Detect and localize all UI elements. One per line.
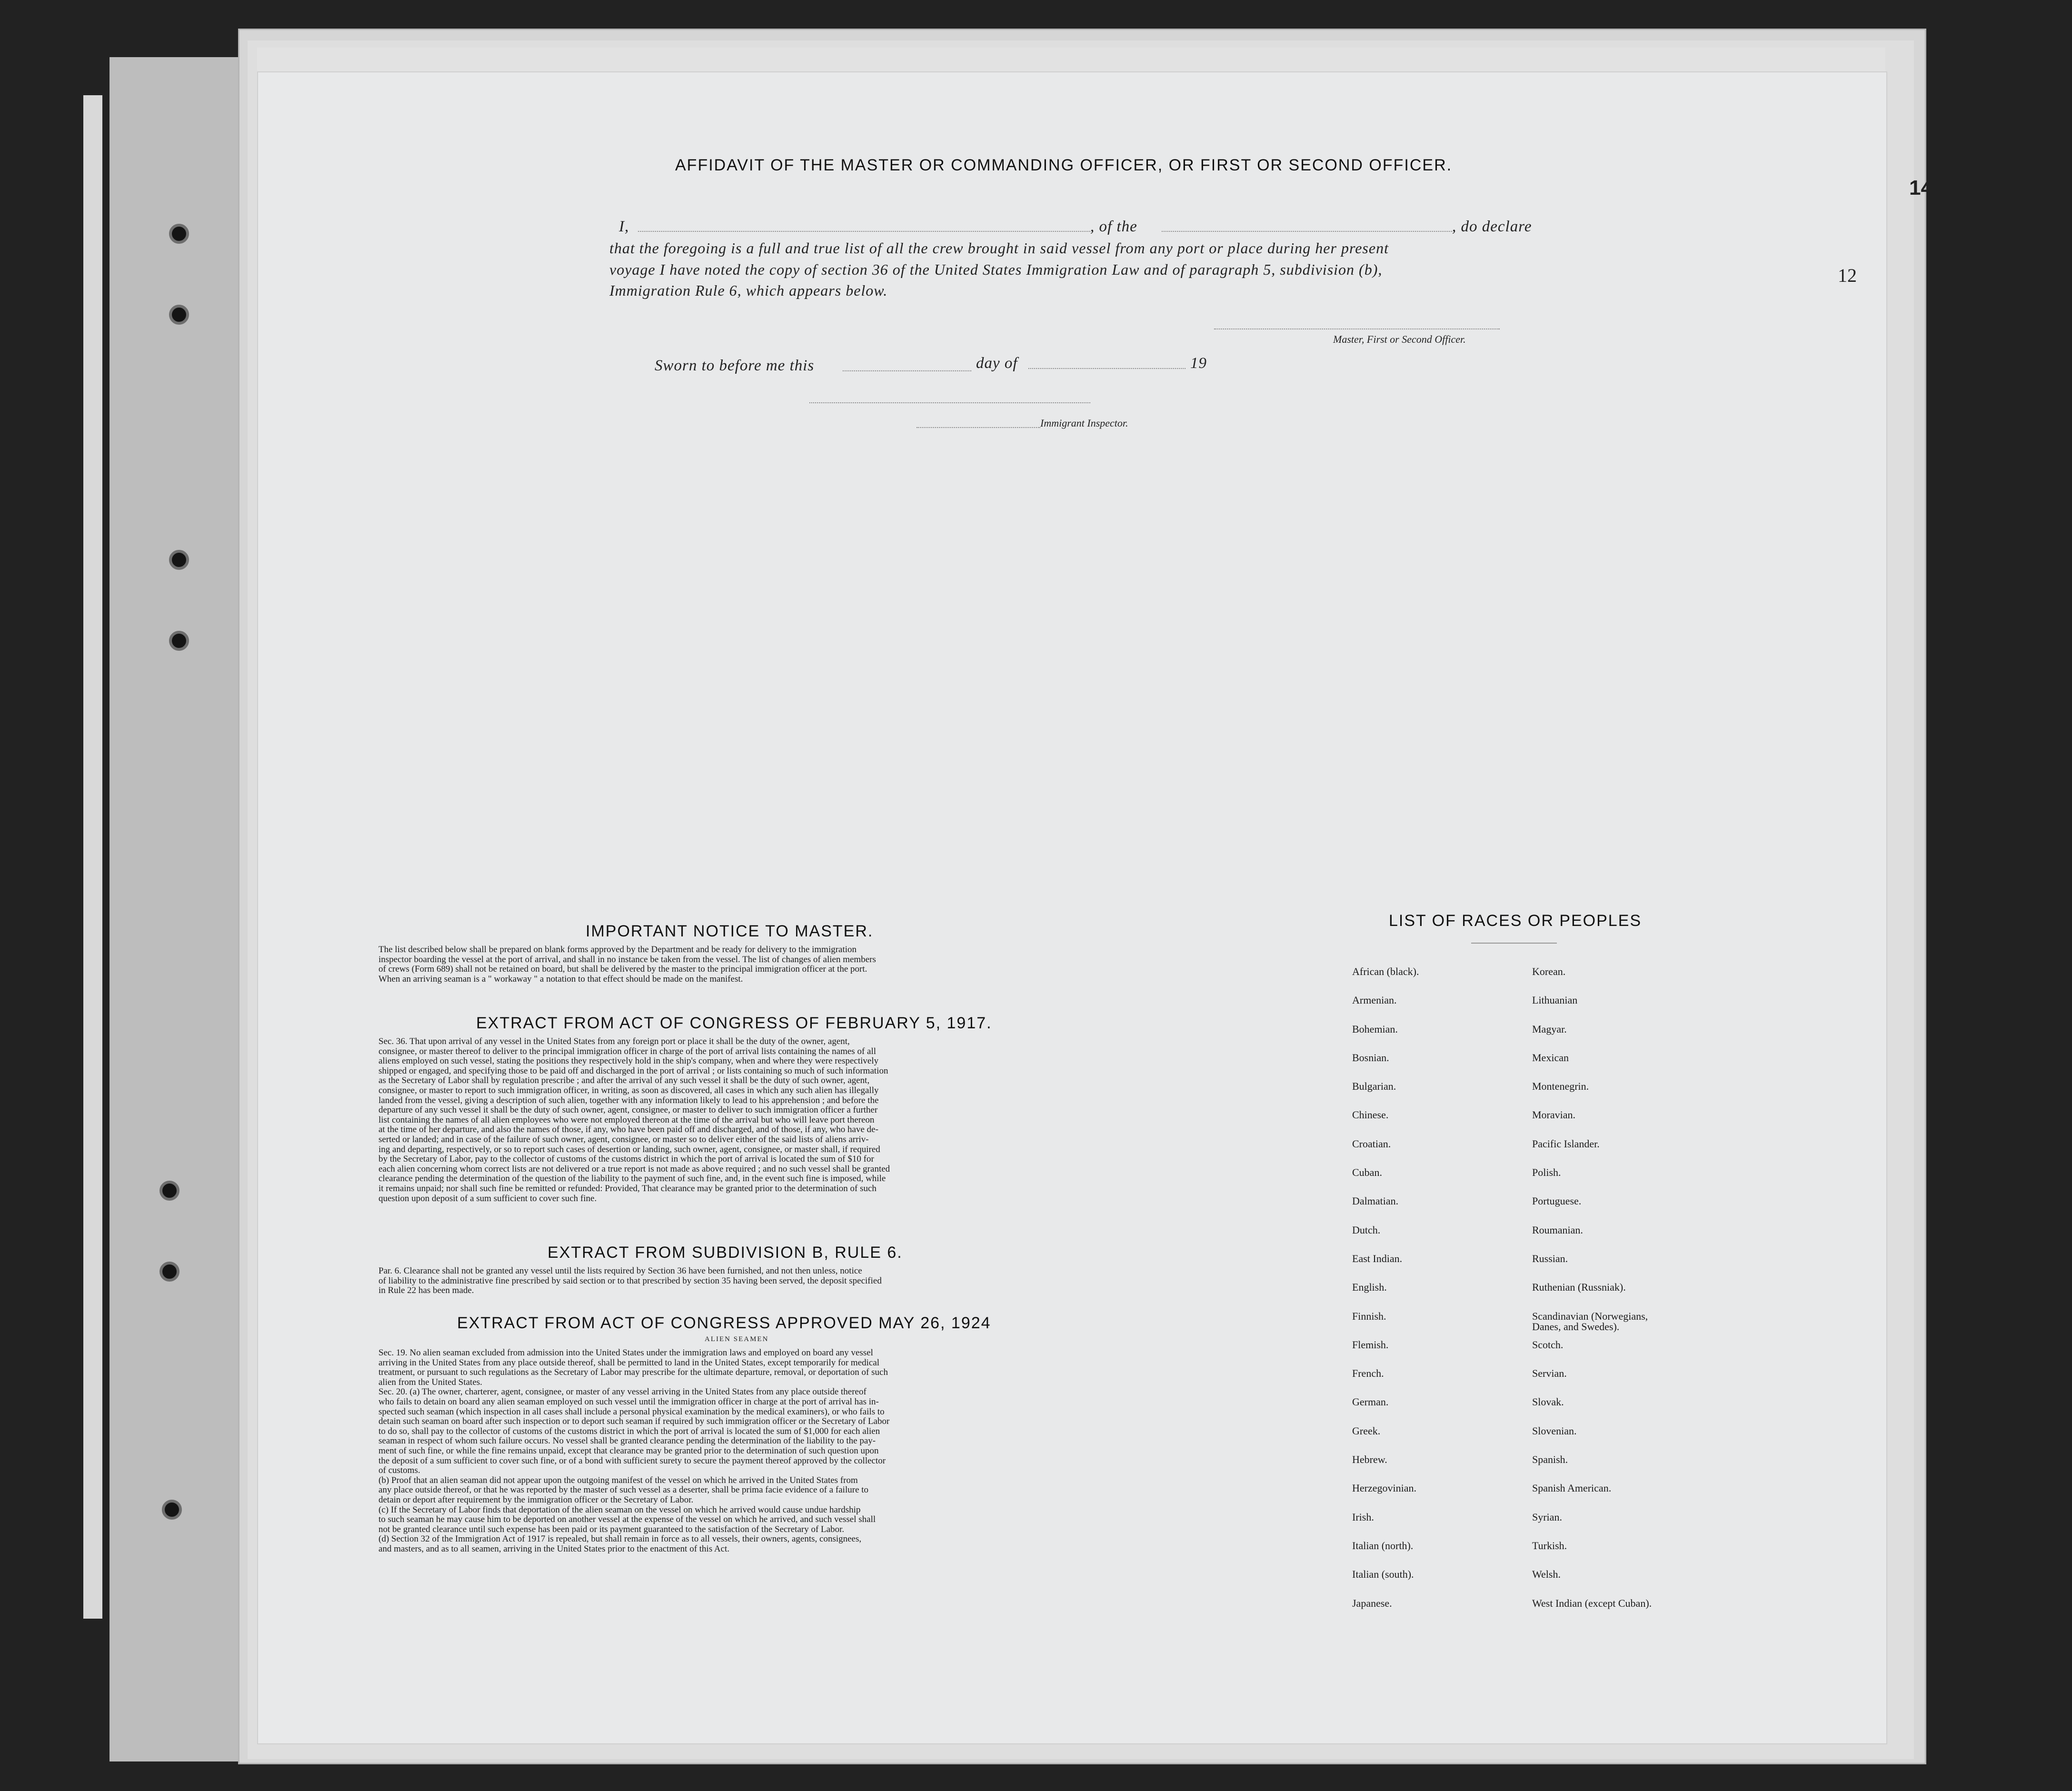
name-line — [638, 231, 1090, 232]
affidavit-of-the: , of the — [1090, 218, 1137, 235]
affidavit-line4: Immigration Rule 6, which appears below. — [609, 282, 888, 299]
race-item: Scandinavian (Norwegians, Danes, and Swedes). — [1532, 1310, 1648, 1333]
act1924-subtitle: ALIEN SEAMEN — [705, 1335, 769, 1343]
race-item: Ruthenian (Russniak). — [1532, 1281, 1626, 1294]
vessel-line — [1162, 231, 1452, 232]
act1917-text: Sec. 36. That upon arrival of any vessel in the United States from any foreign port or place it shall be the duty of the owner, agent, consignee, or master thereof to deliver to the principal immigration officer in charge of the port of arrival lists containing the names of all aliens employed on such vessel, stating the positions they respectively hold in the ship's company, when and where they were respectively shipped or engaged, and specifying those to be paid off and discharged in the port of arrival ; or lists containing so much of such information as the Secretary of Labor shall by regulation prescribe ; and after the arrival of any such vessel it shall be the duty of such owner, agent, consignee, or master to report to such immigration officer, in writing, as soon as discovered, all cases in which any such alien has illegally landed from the vessel, giving a description of such alien, together with any information likely to lead to his apprehension ; and before the departure of any such vessel it shall be the duty of such owner, agent, consignee, or master to deliver to such immigration officer a further list containing the names of all alien employees who were not employed thereon at the time of the arrival but who will leave port thereon at the time of her departure, and also the names of those, if any, who have been paid off and discharged, and of those, if any, who have de- serted or landed; and in case of the failure of such owner, agent, consignee, or master so to deliver either of the said lists of aliens arriv- ing and departing, respectively, or so to report such cases of desertion or landing, such owner, agent, consignee, or master shall, if required by the Secretary of Labor, pay to the collector of customs of the customs district in which the port of arrival is located the sum of $10 for each alien concerning whom correct lists are not delivered or a true report is not made as above required ; and no such vessel shall be granted clearance pending the determination of the question of the liability to the payment of such fine, and, in the event such fine is imposed, while it remains unpaid; nor shall such fine be remitted or refunded: Provided, That clearance may be granted prior to the determination of such question upon deposit of a sum sufficient to cover such fine. — [379, 1036, 890, 1204]
sworn-label: Sworn to before me this — [655, 357, 815, 374]
races-left-column — [1352, 966, 1504, 1627]
year-label: 19 — [1190, 355, 1207, 372]
inspector-label: Immigrant Inspector. — [1040, 417, 1128, 429]
binder-hole — [159, 1181, 179, 1201]
race-item: Italian (north). — [1352, 1539, 1414, 1552]
race-item: Turkish. — [1532, 1539, 1567, 1552]
race-item: Moravian. — [1532, 1109, 1576, 1121]
race-item: Korean. — [1532, 965, 1566, 977]
race-item: African (black). — [1352, 965, 1419, 977]
affidavit-i: I, — [619, 218, 629, 235]
race-item: Slovak. — [1532, 1396, 1564, 1408]
race-item: Montenegrin. — [1532, 1080, 1589, 1093]
affidavit-title: AFFIDAVIT OF THE MASTER OR COMMANDING OFFICER, OR FIRST OR SECOND OFFICER. — [675, 156, 1453, 174]
act1924-title: EXTRACT FROM ACT OF CONGRESS APPROVED MAY 26, 1924 — [457, 1314, 991, 1332]
race-item: Pacific Islander. — [1532, 1137, 1600, 1150]
race-item: Magyar. — [1532, 1023, 1567, 1035]
race-item: Greek. — [1352, 1424, 1381, 1437]
binder-hole — [162, 1500, 182, 1520]
act1917-title: EXTRACT FROM ACT OF CONGRESS OF FEBRUARY 5, 1917. — [476, 1014, 992, 1032]
race-item: German. — [1352, 1396, 1389, 1408]
races-right-column — [1532, 966, 1751, 1627]
race-item: West Indian (except Cuban). — [1532, 1597, 1652, 1609]
race-item: English. — [1352, 1281, 1387, 1294]
race-item: Dalmatian. — [1352, 1195, 1399, 1207]
race-item: Mexican — [1532, 1051, 1569, 1064]
affidavit-line3: voyage I have noted the copy of section 36 of the United States Immigration Law and of paragraph 5, subdivision (b), — [609, 261, 1383, 278]
rule6-text: Par. 6. Clearance shall not be granted any vessel until the lists required by Section 36 have been furnished, and not then unless, notice of liability to the administrative fine prescribed by said section or to that prescribed by section 35 having been served, the deposit specified in Rule 22 has been made. — [379, 1266, 882, 1296]
race-item: Finnish. — [1352, 1310, 1386, 1322]
race-item: Dutch. — [1352, 1224, 1381, 1236]
race-item: Cuban. — [1352, 1166, 1382, 1179]
race-item: Hebrew. — [1352, 1453, 1387, 1466]
day-of-label: day of — [976, 355, 1018, 372]
race-item: Polish. — [1532, 1166, 1561, 1179]
race-item: Russian. — [1532, 1252, 1568, 1264]
race-item: Flemish. — [1352, 1338, 1389, 1351]
race-item: Roumanian. — [1532, 1224, 1583, 1236]
binder-hole — [159, 1262, 179, 1282]
race-item: Spanish. — [1532, 1453, 1568, 1466]
header-strip — [257, 48, 1885, 75]
month-line — [1028, 368, 1185, 369]
race-item: Lithuanian — [1532, 994, 1578, 1006]
race-item: Croatian. — [1352, 1137, 1391, 1150]
race-item: East Indian. — [1352, 1252, 1403, 1264]
affidavit-line2: that the foregoing is a full and true list of all the crew brought in said vessel from any port or place during her present — [609, 239, 1389, 257]
margin-mark: 12 — [1838, 265, 1857, 286]
race-item: Bulgarian. — [1352, 1080, 1396, 1093]
race-item: Servian. — [1532, 1367, 1567, 1380]
race-item: Slovenian. — [1532, 1424, 1577, 1437]
race-item: Scotch. — [1532, 1338, 1564, 1351]
affidavit-declare: , do declare — [1452, 218, 1532, 235]
master-signature-line — [1214, 328, 1500, 329]
races-title: LIST OF RACES OR PEOPLES — [1389, 912, 1642, 930]
inspector-line — [916, 427, 1040, 428]
page-number: 140 — [1909, 176, 1944, 199]
sworn-day-line — [843, 370, 971, 371]
race-item: Spanish American. — [1532, 1482, 1612, 1494]
notice-title: IMPORTANT NOTICE TO MASTER. — [586, 922, 874, 940]
race-item: Chinese. — [1352, 1109, 1389, 1121]
race-item: Japanese. — [1352, 1597, 1392, 1609]
races-title-rule — [1471, 943, 1557, 944]
master-label: Master, First or Second Officer. — [1333, 333, 1466, 345]
race-item: Bosnian. — [1352, 1051, 1389, 1064]
rule6-title: EXTRACT FROM SUBDIVISION B, RULE 6. — [548, 1244, 903, 1262]
binder-hole — [169, 550, 189, 570]
notice-text: The list described below shall be prepared on blank forms approved by the Department and be ready for delivery to the immigration inspector boarding the vessel at the port of arrival, and shall in no instance be taken from the vessel. The list of changes of alien members of crews (Form 689) shall not be retained on board, but shall be delivered by the master to the principal immigration officer at the port. When an arriving seaman is a " workaway " a notation to that effect should be made on the manifest. — [379, 945, 876, 984]
race-item: Portuguese. — [1532, 1195, 1582, 1207]
act1924-text: Sec. 19. No alien seaman excluded from admission into the United States under the immigration laws and employed on board any vessel arriving in the United States from any place outside thereof, shall be permitted to land in the United States, except temporarily for medical treatment, or pursuant to such regulations as the Secretary of Labor may prescribe for the ultimate departure, removal, or deportation of such alien from the United States. Sec. 20. (a) The owner, charterer, agent, consignee, or master of any vessel arriving in the United States from any place outside thereof who fails to detain on board any alien seaman employed on such vessel until the immigration officer in charge at the port of arrival has in- spected such seaman (which inspection in all cases shall include a personal physical examination by the medical examiners), or who fails to detain such seaman on board after such inspection or to deport such seaman if required by such immigration officer or the Secretary of Labor to do so, shall pay to the collector of customs of the customs district in which the port of arrival is located the sum of $1,000 for each alien seaman in respect of whom such failure occurs. No vessel shall be granted clearance pending the determination of the liability to the pay- ment of such fine, or while the fine remains unpaid, except that clearance may be granted prior to the determination of such question upon the deposit of a sum sufficient to cover such fine, or of a bond with sufficient surety to secure the payment thereof approved by the collector of customs. (b) Proof that an alien seaman did not appear upon the outgoing manifest of the vessel on which he arrived in the United States from any place outside thereof, or that he was reported by the master of such vessel as a deserter, shall be prima facie evidence of a failure to detain or deport after requirement by the immigration officer or the Secretary of Labor. (c) If the Secretary of Labor finds that deportation of the alien seaman on the vessel on which he arrived would cause undue hardship to such seaman he may cause him to be deported on another vessel at the expense of the vessel on which he arrived, and such vessel shall not be granted clearance until such expense has been paid or its payment guaranteed to the satisfaction of the Secretary of Labor. (d) Section 32 of the Immigration Act of 1917 is repealed, but shall remain in force as to all vessels, their owners, agents, consignees, and masters, and as to all seamen, arriving in the United States prior to the enactment of this Act. — [379, 1348, 890, 1554]
race-item: Syrian. — [1532, 1511, 1562, 1523]
binder-strip — [83, 95, 102, 1619]
binder-hole — [169, 224, 189, 244]
binder-hole — [169, 631, 189, 651]
race-item: Herzegovinian. — [1352, 1482, 1416, 1494]
race-item: Welsh. — [1532, 1568, 1561, 1581]
race-item: Irish. — [1352, 1511, 1374, 1523]
inspector-line-upper — [809, 402, 1090, 403]
race-item: French. — [1352, 1367, 1384, 1380]
binder-hole — [169, 305, 189, 325]
race-item: Bohemian. — [1352, 1023, 1398, 1035]
race-item: Armenian. — [1352, 994, 1397, 1006]
race-item: Italian (south). — [1352, 1568, 1414, 1581]
